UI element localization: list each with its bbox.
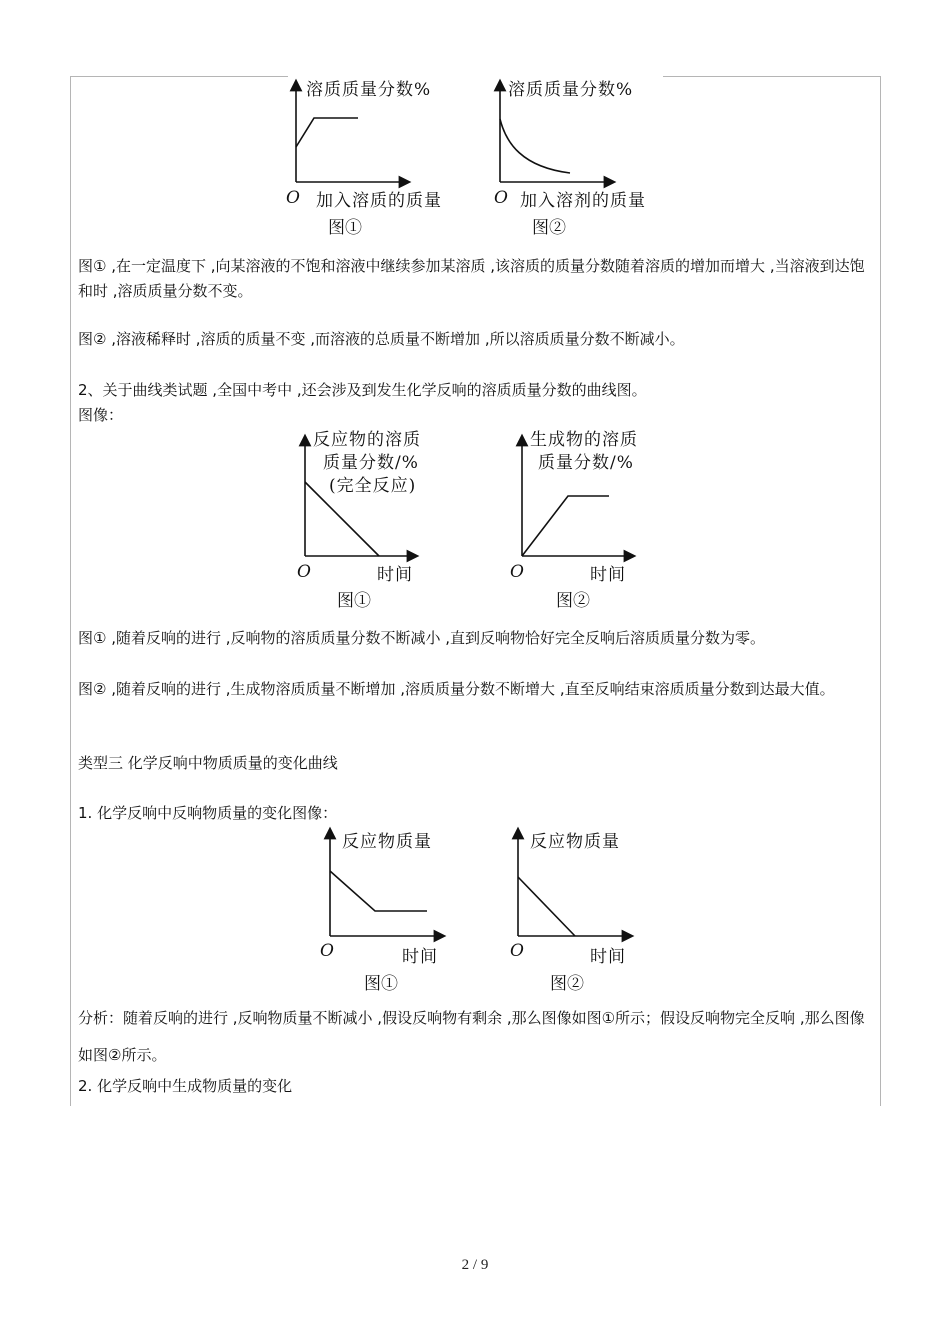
figure-caption: 图②: [550, 974, 584, 994]
figure-solute-fraction-1: [280, 75, 480, 245]
y-axis-label-line-1: 生成物的溶质: [530, 430, 638, 450]
frame-right: [880, 76, 881, 1106]
x-axis-label: 时间: [377, 565, 413, 585]
x-axis-label: 时间: [402, 947, 438, 967]
figure-caption: 图①: [328, 218, 362, 238]
y-axis-label-line-3: (完全反应): [329, 476, 417, 496]
paragraph-image-label: 图像：: [78, 406, 124, 424]
x-axis-label: 加入溶质的质量: [316, 191, 442, 211]
y-axis-label-line-2: 质量分数/%: [538, 453, 634, 473]
figure-reactant-mass-2: [500, 825, 690, 1000]
x-axis-label: 加入溶剂的质量: [520, 191, 646, 211]
paragraph-analysis: 分析：随着反响的进行 ,反响物质量不断减小 ,假设反响物有剩余 ,那么图像如图①所示；假设反响物完全反响 ,那么图像如图②所示。: [78, 1009, 865, 1064]
section-type-three-heading: 类型三 化学反响中物质质量的变化曲线: [78, 754, 338, 772]
figure-caption: 图②: [532, 218, 566, 238]
y-axis-label: 反应物质量: [342, 832, 432, 852]
origin-label: O: [510, 941, 524, 961]
frame-left: [70, 76, 71, 1106]
figure-caption: 图①: [364, 974, 398, 994]
y-axis-label: 溶质质量分数%: [508, 80, 634, 100]
paragraph-reactant-explanation: 图① ,随着反响的进行 ,反响物的溶质质量分数不断减小 ,直到反响物恰好完全反响后溶质质量分数为零。: [78, 629, 766, 647]
subheading-product-mass: 2. 化学反响中生成物质量的变化: [78, 1077, 293, 1095]
y-axis-label: 反应物质量: [530, 832, 620, 852]
paragraph-curve-intro: 2、关于曲线类试题 ,全国中考中 ,还会涉及到发生化学反响的溶质质量分数的曲线图。: [78, 381, 647, 399]
paragraph-fig2-explanation: 图② ,溶液稀释时 ,溶质的质量不变 ,而溶液的总质量不断增加 ,所以溶质质量分数不断减小。: [78, 330, 685, 348]
frame-top-right: [663, 76, 880, 77]
figure-caption: 图②: [556, 591, 590, 611]
frame-top-left: [70, 76, 288, 77]
x-axis-label: 时间: [590, 947, 626, 967]
subheading-reactant-mass: 1. 化学反响中反响物质量的变化图像：: [78, 804, 338, 822]
figure-reactant-mass-1: [312, 825, 502, 1000]
origin-label: O: [510, 562, 524, 582]
origin-label: O: [297, 562, 311, 582]
paragraph-fig1-explanation: 图① ,在一定温度下 ,向某溶液的不饱和溶液中继续参加某溶质 ,该溶质的质量分数随着溶质的增加而增大 ,当溶液到达饱和时 ,溶质质量分数不变。: [78, 257, 865, 300]
origin-label: O: [286, 188, 300, 208]
y-axis-label-line-2: 质量分数/%: [323, 453, 419, 473]
figure-product-fraction: [502, 425, 702, 615]
figure-reactant-fraction: [285, 425, 485, 615]
figure-solute-fraction-2: [484, 75, 684, 245]
paragraph-product-explanation: 图② ,随着反响的进行 ,生成物溶质质量不断增加 ,溶质质量分数不断增大 ,直至反响结束溶质质量分数到达最大值。: [78, 680, 835, 698]
origin-label: O: [320, 941, 334, 961]
x-axis-label: 时间: [590, 565, 626, 585]
figure-caption: 图①: [337, 591, 371, 611]
y-axis-label-line-1: 反应物的溶质: [313, 430, 421, 450]
y-axis-label: 溶质质量分数%: [306, 80, 432, 100]
page-number: 2 / 9: [461, 1257, 489, 1273]
origin-label: O: [494, 188, 508, 208]
